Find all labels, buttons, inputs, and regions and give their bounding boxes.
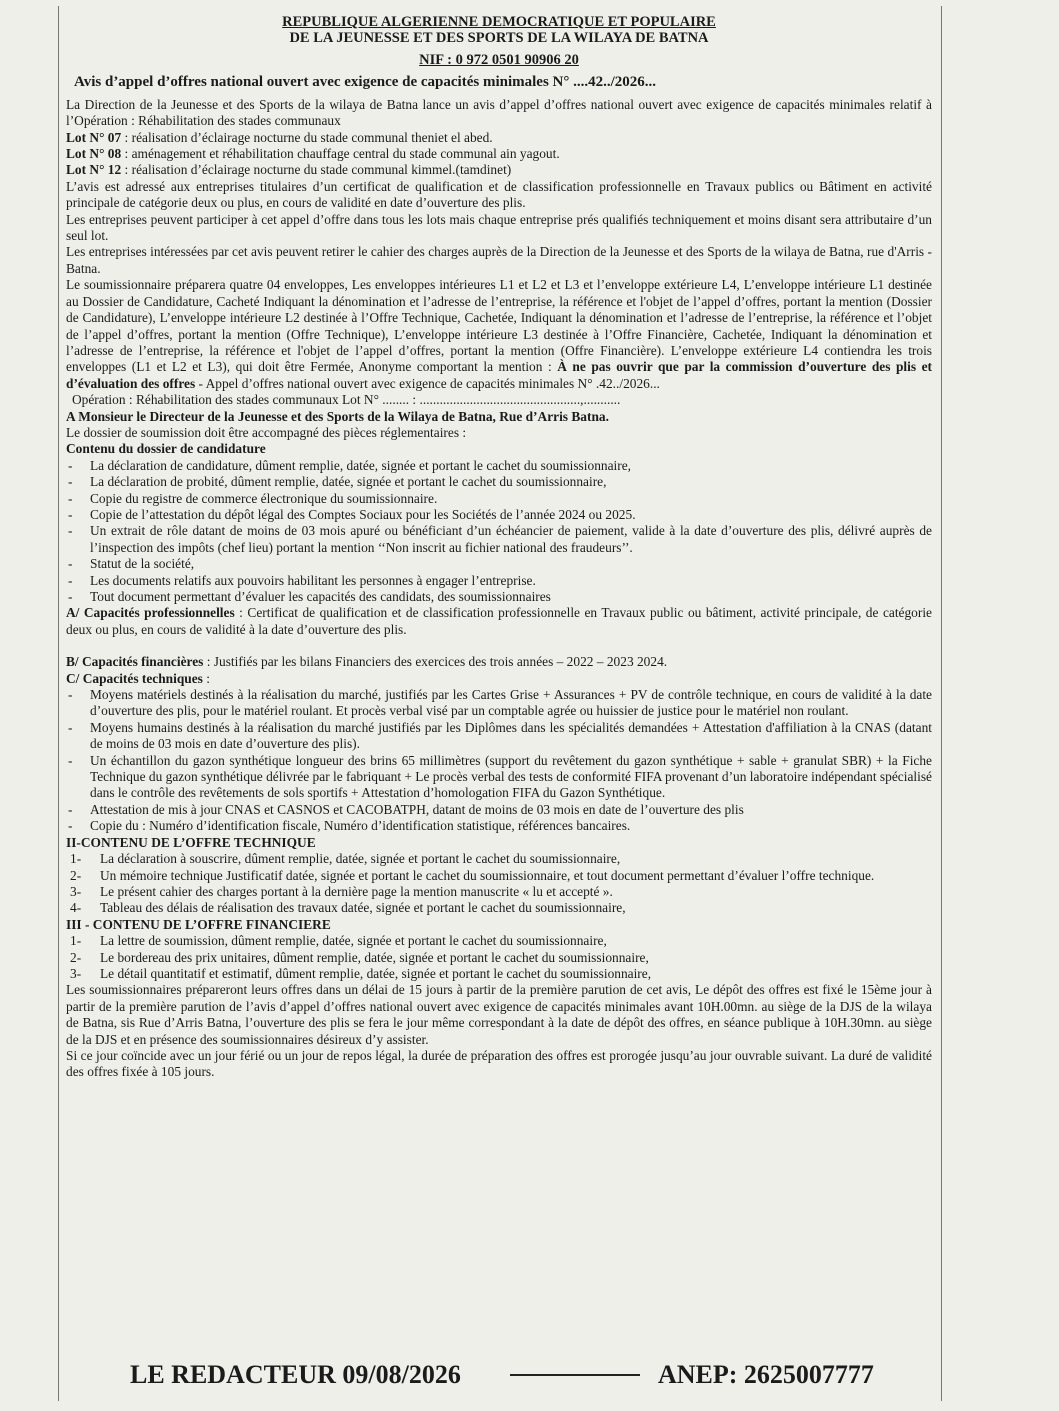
header-direction: DE LA JEUNESSE ET DES SPORTS DE LA WILAYA DE BATNA xyxy=(289,30,709,46)
envelopes-text: Le soumissionnaire préparera quatre 04 enveloppes, Les enveloppes intérieures L1 et L2 et L3 et l’enveloppe extérieure L4, L’enveloppe intérieure L1 destinée au Dossier de Candidature, Cacheté Indiquant la dénomination et l’adresse de l’entreprise, la référence et l'objet de l’appel d’offres, portant la mention (Dossier de Candidature), L’enveloppe intérieure L2 destinée à l’Offre Technique, Cachetée, Indiquant la dénomination et l’adresse de l’entreprise, la référence et l’objet de l’appel d’offres, portant la mention (Offre Technique), L’enveloppe intérieure L3 destinée à l’Offre Financière, Cachetée, Indiquant la dénomination et l’adresse de l’entreprise, la référence et l'objet de l’appel d’offres, portant la mention (Offre Financière). L’enveloppe extérieure L4 contiendra les trois enveloppes (L1 et L2 et L3), qui doit être Fermée, Anonyme comportant la mention : xyxy=(66,277,932,375)
deadline-paragraph: Les soumissionnaires prépareront leurs offres dans un délai de 15 jours à partir de la première parution de cet avis, Le dépôt des offres est fixé le 15ème jour à partir de la première parution de l’avis d’appel d’offres national ouvert avec exigence de capacités minimales avant 10H.00mn. au siège de la DJS de la wilaya de Batna, sis Rue d’Arris Batna, l’ouverture des plis se fera le jour même correspondant à la date de dépôt des offres, en séance publique à 10H.30mn. au siège de la DJS et en présence des soumissionnaires désireux d’y assister. xyxy=(66,982,932,1047)
spacer xyxy=(66,638,932,654)
list-item xyxy=(66,884,932,900)
list-item xyxy=(66,868,932,884)
item-number: 4- xyxy=(70,900,82,916)
list-item: - Moyens humains destinés à la réalisation du marché justifiés par les Diplômes dans les spécialités demandées + Attestation d'affiliation à la CNAS (datant de moins de 03 mois en date d’ouverture des plis). xyxy=(66,720,932,753)
financial-offer-list xyxy=(66,933,932,982)
item-text: La déclaration à souscrire, dûment remplie, datée, signée et portant le cachet du soumissionnaire, xyxy=(100,851,621,867)
item-text: Le bordereau des prix unitaires, dûment remplie, datée, signée et portant le cachet du soumissionnaire, xyxy=(100,949,649,965)
lot-12 xyxy=(66,162,932,178)
nif-number: NIF : 0 972 0501 90906 20 xyxy=(419,52,579,68)
envelope-mention: À ne pas ouvrir que par la commission d’ouverture des plis et d’évaluation des offres xyxy=(66,359,932,391)
envelopes-reference: - Appel d’offres national ouvert avec exigence de capacités minimales N° .42../2026... xyxy=(195,375,660,391)
section-label: C/ Capacités techniques xyxy=(66,670,203,686)
redacteur-date: LE REDACTEUR 09/08/2026 xyxy=(130,1360,461,1389)
item-number: 1- xyxy=(70,851,82,867)
eligibility-paragraph: L’avis est adressé aux entreprises titulaires d’un certificat de qualification et de classification professionnelle en Travaux publics ou Bâtiment en activité principale de catégorie deux ou plus, en cours de validité en date d’ouverture des plis. xyxy=(66,178,932,211)
list-item: - Copie de l’attestation du dépôt légal des Comptes Sociaux pour les Sociétés de l’année 2024 ou 2025. xyxy=(66,507,932,523)
lot-label: Lot N° 12 xyxy=(66,162,122,178)
list-item: - Un extrait de rôle datant de moins de 03 mois apuré ou bénéficiant d’un échéancier de paiement, valide à la date d’ouverture des plis, délivré auprès de l’inspection des impôts (chef lieu) portant la mention ‘‘Non inscrit au fichier national des fraudeurs’’. xyxy=(66,523,932,556)
item-text: Tableau des délais de réalisation des travaux datée, signée et portant le cachet du soumissionnaire, xyxy=(100,900,626,916)
section-text: : Certificat de qualification et de classification professionnelle en Travaux public ou bâtiment, activité principale, de catégorie deux ou plus, en cours de validité à la date d’ouverture des plis. xyxy=(66,605,933,637)
lot-text: : réalisation d’éclairage nocturne du stade communal theniet el abed. xyxy=(121,129,493,145)
item-text: La lettre de soumission, dûment remplie, datée, signée et portant le cachet du soumissionnaire, xyxy=(100,933,607,949)
operation-line: Opération : Réhabilitation des stades communaux Lot N° ........ : ................................................,........... xyxy=(72,392,621,408)
candidature-list xyxy=(66,458,932,606)
list-item xyxy=(66,900,932,916)
footer-rule xyxy=(510,1374,640,1376)
list-item: - La déclaration de probité, dûment remplie, datée, signée et portant le cachet du soumissionnaire, xyxy=(66,474,932,490)
pieces-line: Le dossier de soumission doit être accompagné des pièces réglementaires : xyxy=(66,424,467,440)
technical-offer-title: II-CONTENU DE L’OFFRE TECHNIQUE xyxy=(66,834,316,850)
item-number: 2- xyxy=(70,867,82,883)
candidature-title: Contenu du dossier de candidature xyxy=(66,441,266,457)
section-text: : xyxy=(202,670,210,686)
list-item: - Un échantillon du gazon synthétique longueur des brins 65 millimètres (support du revêtement du gazon synthétique + sable + granulat SBR) + la Fiche Technique du gazon synthétique délivrée par le fabriquant + Le procès verbal des tests de conformité FIFA provenant d’un laboratoire indépendant spécialisé dans le contrôle des revêtements de sols sportifs + Attestation d’homologation FIFA du Gazon Synthétique. xyxy=(66,753,932,802)
professional-capacity xyxy=(66,605,932,638)
list-item: - Les documents relatifs aux pouvoirs habilitant les personnes à engager l’entreprise. xyxy=(66,573,932,589)
holiday-paragraph: Si ce jour coïncide avec un jour férié ou un jour de repos légal, la durée de préparation des offres est prorogée jusqu’au jour ouvrable suivant. La duré de validité des offres fixée à 105 jours. xyxy=(66,1047,932,1080)
financial-capacity xyxy=(66,654,932,670)
section-label: A/ Capacités professionnelles xyxy=(66,605,235,621)
item-number: 3- xyxy=(70,965,82,981)
item-text: Le présent cahier des charges portant à la dernière page la mention manuscrite « lu et accepté ». xyxy=(100,883,613,899)
header-republic: REPUBLIQUE ALGERIENNE DEMOCRATIQUE ET POPULAIRE xyxy=(282,14,716,30)
technical-capacity-title xyxy=(66,671,932,687)
notice-title: Avis d’appel d’offres national ouvert avec exigence de capacités minimales N° ....42../2026... xyxy=(74,74,657,91)
financial-offer-title: III - CONTENU DE L’OFFRE FINANCIERE xyxy=(66,916,331,932)
item-number: 3- xyxy=(70,883,82,899)
list-item: - Moyens matériels destinés à la réalisation du marché, justifiés par les Cartes Grise + Assurances + PV de contrôle technique, en cours de validité à la date d’ouverture des plis, pour le matériel roulant. Et procès verbal visé par un comptable agrée ou huissier de justice pour le matériel non roulant. xyxy=(66,687,932,720)
lot-08 xyxy=(66,146,932,162)
lot-text: : réalisation d’éclairage nocturne du stade communal kimmel.(tamdinet) xyxy=(121,162,512,178)
list-item: - La déclaration de candidature, dûment remplie, datée, signée et portant le cachet du soumissionnaire, xyxy=(66,458,932,474)
intro-text: La Direction de la Jeunesse et des Sports de la wilaya de Batna lance un avis d’appel d’offres national ouvert avec exigence de capacités minimales relatif à l’Opération : Réhabilitation des stades communaux xyxy=(66,96,932,129)
lots-paragraph: Les entreprises peuvent participer à cet appel d’offre dans tous les lots mais chaque entreprise prés qualifiés techniquement et moins disant sera attributaire d’un seul lot. xyxy=(66,211,932,244)
list-item xyxy=(66,933,932,949)
lot-label: Lot N° 07 xyxy=(66,129,122,145)
envelopes-paragraph xyxy=(66,277,932,392)
lot-text: : aménagement et réhabilitation chauffage central du stade communal ain yagout. xyxy=(121,146,560,162)
lot-07 xyxy=(66,130,932,146)
list-item: - Copie du registre de commerce électronique du soumissionnaire. xyxy=(66,491,932,507)
footer xyxy=(58,1360,958,1392)
item-text: Le détail quantitatif et estimatif, dûment remplie, datée, signée et portant le cachet du soumissionnaire, xyxy=(100,965,652,981)
item-number: 2- xyxy=(70,949,82,965)
list-item xyxy=(66,966,932,982)
technical-offer-list xyxy=(66,851,932,917)
list-item: - Statut de la société, xyxy=(66,556,932,572)
technical-capacity-list xyxy=(66,687,932,835)
list-item: - Copie du : Numéro d’identification fiscale, Numéro d’identification statistique, références bancaires. xyxy=(66,818,932,834)
list-item: - Attestation de mis à jour CNAS et CASNOS et CACOBATPH, datant de moins de 03 mois en date de l’ouverture des plis xyxy=(66,802,932,818)
item-number: 1- xyxy=(70,933,82,949)
lot-label: Lot N° 08 xyxy=(66,146,122,162)
section-label: B/ Capacités financières xyxy=(66,654,204,670)
list-item: - Tout document permettant d’évaluer les capacités des candidats, des soumissionnaires xyxy=(66,589,932,605)
retrieval-paragraph: Les entreprises intéressées par cet avis peuvent retirer le cahier des charges auprès de la Direction de la Jeunesse et des Sports de la wilaya de Batna, rue d'Arris - Batna. xyxy=(66,244,932,276)
section-text: : Justifiés par les bilans Financiers des exercices des trois années – 2022 – 2023 2024. xyxy=(203,654,668,670)
list-item xyxy=(66,851,932,867)
address-line: A Monsieur le Directeur de la Jeunesse et des Sports de la Wilaya de Batna, Rue d’Arris Batna. xyxy=(66,408,609,424)
list-item xyxy=(66,950,932,966)
tender-notice xyxy=(66,14,932,1081)
item-text: Un mémoire technique Justificatif datée, signée et portant le cachet du soumissionnaire, et tout document permettant d’évaluer l’offre technique. xyxy=(100,867,875,883)
anep-number: ANEP: 2625007777 xyxy=(658,1360,874,1389)
